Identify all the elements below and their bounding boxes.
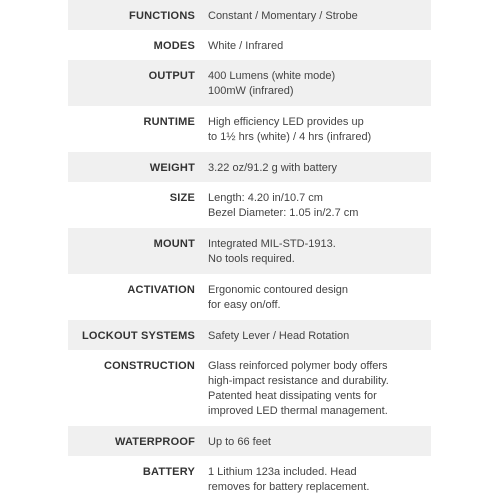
spec-row-waterproof xyxy=(68,426,431,456)
spec-label: BATTERY xyxy=(142,466,195,478)
spec-row-mount xyxy=(68,228,431,274)
spec-value xyxy=(208,237,431,267)
spec-value-line: 3.22 oz/91.2 g with battery xyxy=(208,162,338,174)
spec-value-line: Safety Lever / Head Rotation xyxy=(208,330,350,342)
spec-value xyxy=(208,69,431,99)
spec-row-weight xyxy=(68,152,431,182)
spec-value-line: improved LED thermal management. xyxy=(208,405,388,417)
spec-value xyxy=(208,9,431,24)
spec-value xyxy=(208,283,431,313)
spec-value-line: Bezel Diameter: 1.05 in/2.7 cm xyxy=(208,207,359,219)
spec-value-line: 400 Lumens (white mode) xyxy=(208,70,336,82)
spec-label: MOUNT xyxy=(153,238,195,250)
spec-label: OUTPUT xyxy=(148,70,195,82)
spec-value xyxy=(208,435,431,450)
spec-value-line: Length: 4.20 in/10.7 cm xyxy=(208,192,323,204)
spec-value-line: Up to 66 feet xyxy=(208,436,271,448)
spec-value xyxy=(208,39,431,54)
spec-label: CONSTRUCTION xyxy=(103,360,195,372)
spec-label: WATERPROOF xyxy=(114,436,195,448)
spec-row-modes xyxy=(68,30,431,60)
spec-value xyxy=(208,329,431,344)
spec-value-line: for easy on/off. xyxy=(208,299,281,311)
spec-value xyxy=(208,161,431,176)
spec-value-line: to 1½ hrs (white) / 4 hrs (infrared) xyxy=(208,131,372,143)
spec-label: LOCKOUT SYSTEMS xyxy=(81,330,195,342)
spec-value xyxy=(208,465,431,495)
spec-value-line: Integrated MIL-STD-1913. xyxy=(208,238,336,250)
spec-value-line: removes for battery replacement. xyxy=(208,481,370,493)
spec-value-line: No tools required. xyxy=(208,253,295,265)
spec-label: SIZE xyxy=(169,192,195,204)
spec-row-battery xyxy=(68,456,431,500)
spec-value-line: 100mW (infrared) xyxy=(208,85,294,97)
spec-value xyxy=(208,359,431,419)
spec-value-line: 1 Lithium 123a included. Head xyxy=(208,466,357,478)
spec-table xyxy=(68,0,431,500)
spec-value-line: high-impact resistance and durability. xyxy=(208,375,389,387)
spec-value xyxy=(208,115,431,145)
spec-value-line: Patented heat dissipating vents for xyxy=(208,390,377,402)
spec-row-output xyxy=(68,60,431,106)
spec-value-line: Constant / Momentary / Strobe xyxy=(208,10,358,22)
spec-value-line: Glass reinforced polymer body offers xyxy=(208,360,388,372)
spec-label: MODES xyxy=(153,40,195,52)
spec-value xyxy=(208,191,431,221)
spec-value-line: High efficiency LED provides up xyxy=(208,116,364,128)
spec-row-functions xyxy=(68,0,431,30)
spec-row-construction xyxy=(68,350,431,426)
spec-label: RUNTIME xyxy=(143,116,195,128)
spec-value-line: White / Infrared xyxy=(208,40,284,52)
spec-label: FUNCTIONS xyxy=(129,10,195,22)
spec-label: ACTIVATION xyxy=(127,284,195,296)
spec-row-size xyxy=(68,182,431,228)
spec-row-lockout-systems xyxy=(68,320,431,350)
spec-row-runtime xyxy=(68,106,431,152)
spec-row-activation xyxy=(68,274,431,320)
spec-label: WEIGHT xyxy=(149,162,195,174)
spec-value-line: Ergonomic contoured design xyxy=(208,284,349,296)
